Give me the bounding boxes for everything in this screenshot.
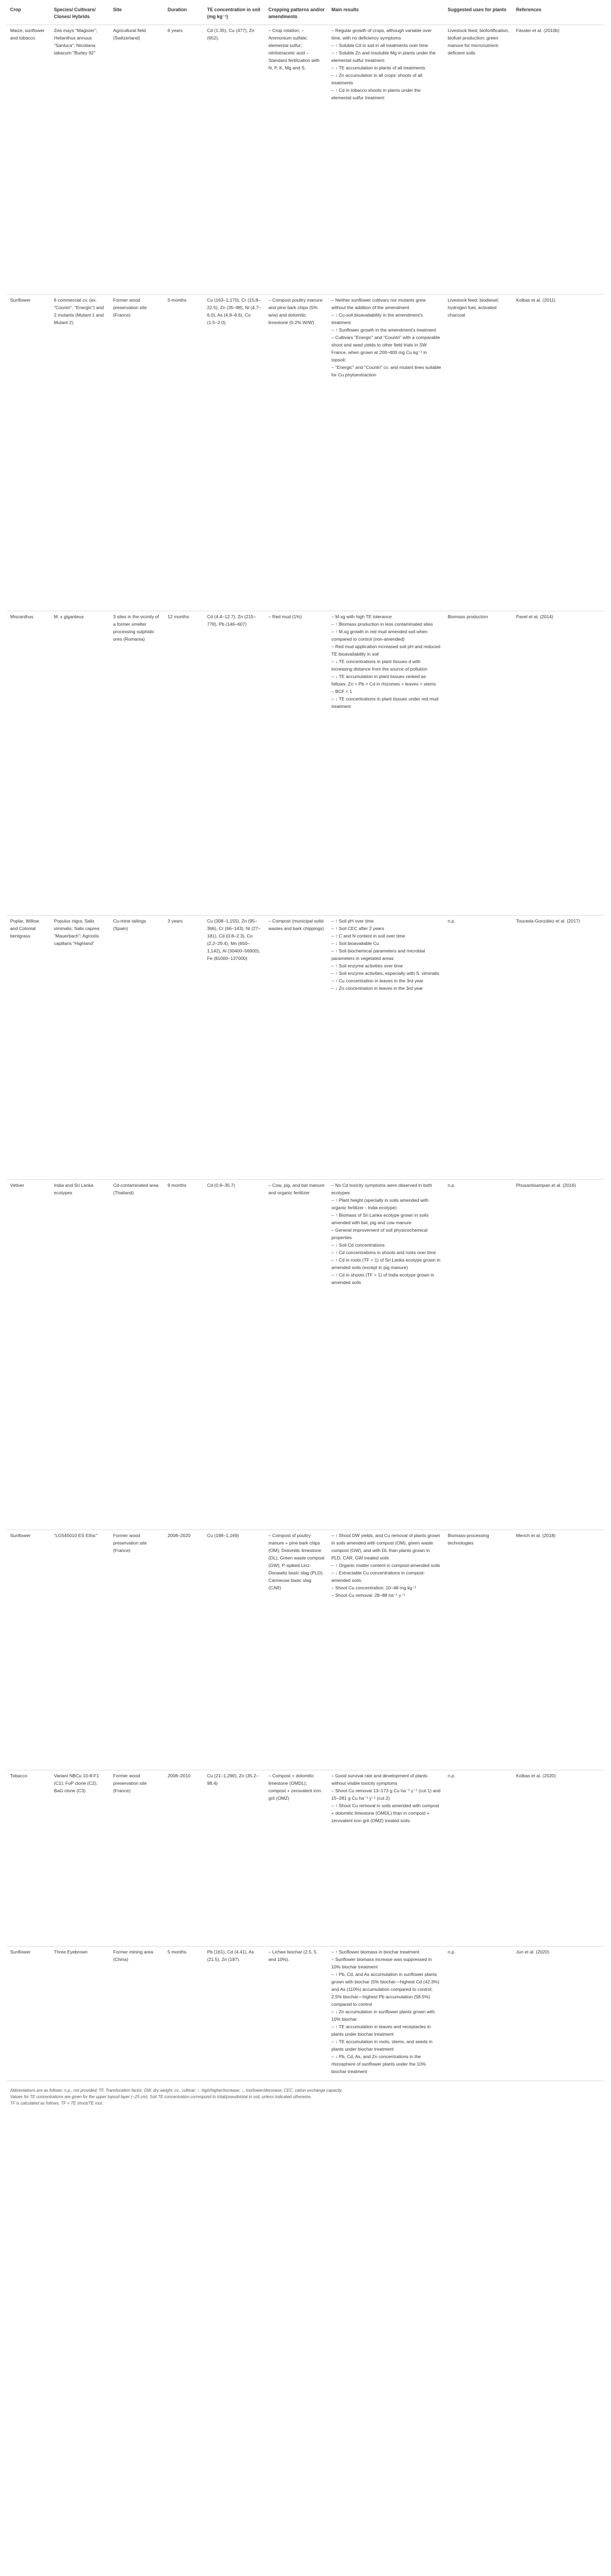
cell-species: Variant NBCu 10-8-F1 (C1); FoP clone (C2); BaG clone (C3) <box>51 1770 110 1947</box>
cell-species: Zea mays "Magister"; Helianthus annuus "Sanluca"; Nicotiana tabacum "Burley 92" <box>51 25 110 295</box>
result-item: – Neither sunflower cultivars nor mutants grew without the addition of the amendment <box>331 297 426 310</box>
result-item: – ↓ TE accumulation in plants of all treatments <box>331 65 425 70</box>
result-item: – ↑ TE accumulation in leaves and receptacles in plants under biochar treatment <box>331 2024 431 2037</box>
header-uses: Suggested uses for plants <box>445 5 513 25</box>
result-item: – ↑ Cd in tobacco shoots in plants under the elemental sulfur treatment <box>331 88 421 100</box>
cell-references: Pavel et al. (2014) <box>513 611 604 916</box>
result-item: – ↓ Zn accumulation in all crops' shoots of all treatments <box>331 73 423 85</box>
result-item: – ↓ Pb, Cd, As, and Zn concentrations in the rhizosphere of sunflower plants under the 10% biochar treatment <box>331 2054 426 2074</box>
results-table <box>7 5 604 2081</box>
result-item: – BCF < 1 <box>331 689 352 694</box>
header-te-concentration: TE concentration in soil (mg kg⁻¹) <box>204 5 265 25</box>
cell-duration: 3 years <box>164 916 204 1180</box>
cell-results <box>328 611 445 916</box>
table-row <box>7 1947 604 2081</box>
cell-te-concentration: Cd (1.35), Cu (477), Zn (652). <box>204 25 265 295</box>
result-item: – ↓ TE accumulation in roots, stems, and seeds in plants under biochar treatment <box>331 2039 433 2052</box>
table-row <box>7 1770 604 1947</box>
result-item: – Shoot Cu concentration: 10–48 mg kg⁻¹ <box>331 1585 416 1590</box>
cell-crop: Sunflower <box>7 1947 51 2081</box>
cell-references: Touceda-González et al. (2017) <box>513 916 604 1180</box>
result-item: – ↑ Cd concentrations in shoots and roots over time <box>331 1250 436 1255</box>
cell-site: Cu-mine tailings (Spain) <box>110 916 164 1180</box>
result-item: – ↑ Soluble Zn and insoluble Mg in plants under the elemental sulfur treatment <box>331 50 436 63</box>
header-species: Species/ Cultivars/ Clones/ Hybrids <box>51 5 110 25</box>
cell-results <box>328 295 445 611</box>
result-item: – ↑ Soil pH over time <box>331 918 374 924</box>
result-item: – ↑ Soil CEC after 2 years <box>331 926 384 931</box>
cell-site: 3 sites in the vicinity of a former smelter processing sulphidic ores (Romania) <box>110 611 164 916</box>
table-row <box>7 1180 604 1530</box>
cell-crop: Tobacco <box>7 1770 51 1947</box>
cell-te-concentration: Cd (4.4–12.7), Zn (215–778), Pb (146–607) <box>204 611 265 916</box>
result-item: – M.xg with high TE tolerance <box>331 614 392 619</box>
cell-results <box>328 1530 445 1770</box>
result-item: – ↑ M.xg growth in red mud amended soil when compared to control (non-amended) <box>331 629 428 642</box>
cell-duration: 5 months <box>164 1947 204 2081</box>
result-item: – ↓ TE concentrations in plant tissues under red mud treatment <box>331 696 439 709</box>
cell-results <box>328 1770 445 1947</box>
result-item: – No Cd toxicity symptoms were observed in both ecotypes <box>331 1183 432 1195</box>
result-item: – ↑ Organic matter content in compost-amended soils <box>331 1563 440 1568</box>
cell-references: Mench et al. (2018) <box>513 1530 604 1770</box>
result-item: – Good survival rate and development of plants without visible toxicity symptoms <box>331 1773 428 1786</box>
result-item: – ↑ Cd in shoots (TF > 1) of India ecotype grown in amended soils <box>331 1272 434 1285</box>
cell-species: "LG545010 ES Ethic" <box>51 1530 110 1770</box>
result-item: – "Energic" and "Countri" cv. and mutant lines suitable for Cu phytoextraction <box>331 365 441 377</box>
cell-te-concentration: Pb (161), Cd (4.41), As (21.5), Zn (187). <box>204 1947 265 2081</box>
result-item: – ↓ Soil bioavailable Cu <box>331 941 379 946</box>
cell-cropping: – Compost + dolomitic limestone (OMDL); compost + zerovalent iron grit (OMZ) <box>265 1770 328 1947</box>
cell-species: Three Eyebrown <box>51 1947 110 2081</box>
result-item: – ↓ Zn concentration in leaves in the 3rd year <box>331 986 423 991</box>
header-site: Site <box>110 5 164 25</box>
table-row <box>7 916 604 1180</box>
result-item: – ↑ Cu concentration in leaves in the 3rd year <box>331 978 424 983</box>
result-item: – ↑ Shoot DW yields, and Cu removal of plants grown in soils amended with compost (OM), green waste compost (GW), and with DL than plants grown in PLD, CAR, GW treated soils <box>331 1533 440 1561</box>
cell-duration: 2008–2020 <box>164 1530 204 1770</box>
cell-uses: n.p. <box>445 1770 513 1947</box>
cell-crop: Sunflower <box>7 1530 51 1770</box>
table-body <box>7 25 604 2081</box>
result-item: – ↑ Biomass production in less contaminated sites <box>331 621 433 627</box>
cell-crop: Maize, sunflower and tobacco <box>7 25 51 295</box>
footnote-tf: TF is calculated as follows: TF = TE shoot/TE root. <box>10 2101 104 2106</box>
result-item: – ↑ Plant height (specially in soils amended with organic fertilizer - India ecotype) <box>331 1198 429 1210</box>
cell-te-concentration: Cu (21–1,290), Zn (35.2–98.4) <box>204 1770 265 1947</box>
table-footnotes <box>7 2087 604 2107</box>
cell-duration: 12 months <box>164 611 204 916</box>
result-item: – ↑ Shoot Cu removal in soils amended with compost + dolomitic limestone (OMDL) than in compost + zerovalent iron grit (OMZ) treated soils. <box>331 1803 440 1823</box>
result-item: – Cultivars "Energic" and "Countri" with a comparable shoot and seed yields to other field trials in SW France, when grown at 200–400 mg Cu kg⁻¹ in topsoil; <box>331 335 440 363</box>
header-results: Main results <box>328 5 445 25</box>
cell-site: Agricultural field (Switzerland) <box>110 25 164 295</box>
cell-uses: Biomass-processing technologies <box>445 1530 513 1770</box>
cell-results <box>328 25 445 295</box>
table-row <box>7 1530 604 1770</box>
cell-references: Kolbas et al. (2020) <box>513 1770 604 1947</box>
result-item: – Sunflower biomass increase was suppressed in 10% biochar treatment <box>331 1957 432 1970</box>
header-references: References <box>513 5 604 25</box>
cell-site: Cd-contaminated area (Thailand) <box>110 1180 164 1530</box>
cell-references: Phusantisampan et al. (2016) <box>513 1180 604 1530</box>
result-item: – ↑ Biomass of Sri Lanka ecotype grown in soils amended with bat, pig and cow manure <box>331 1212 429 1225</box>
cell-duration: 6 years <box>164 25 204 295</box>
cell-uses: n.p. <box>445 916 513 1180</box>
cell-cropping: – Red mud (1%) <box>265 611 328 916</box>
result-item: – ↑ Sunflower biomass in biochar treatment <box>331 1949 419 1955</box>
footnote-abbreviations: Abbreviations are as follows: n.p., not provided; TF, Translocation factor; DW, dry weight; cv., cultivar; ↑, high/higher/increase; ↓, low/lower/decrease; CEC, cation exchange capacity. <box>10 2088 343 2093</box>
result-item: – ↓ Cu-soil bioavailability in the amendment's treatment <box>331 312 423 325</box>
cell-species: India and Sri Lanka ecotypes <box>51 1180 110 1530</box>
result-item: – Red mud application increased soil pH and reduced TE bioavailability in soil <box>331 644 440 657</box>
cell-crop: Poplar, Willow and Colonial bentgrass <box>7 916 51 1180</box>
result-item: – ↓ Extractable Cu concentrations in compost-amended soils. <box>331 1570 425 1583</box>
table-row <box>7 25 604 295</box>
cell-te-concentration: Cu (163–1,170), Cr (15.8–22.5), Zn (35–98), Ni (4.7–6.0), As (4.9–8.6), Co (1.5–2.0). <box>204 295 265 611</box>
cell-cropping: – Lichee biochar (2.5, 5, and 10%). <box>265 1947 328 2081</box>
result-item: – ↑ Soil enzyme activities, especially with S. viminalis <box>331 971 440 976</box>
result-item: – ↓ Zn accumulation in sunflower plants grown with 10% biochar <box>331 2009 435 2022</box>
header-crop: Crop <box>7 5 51 25</box>
cell-te-concentration: Cd (0.9–35.7) <box>204 1180 265 1530</box>
cell-cropping: – Compost (municipal solid wastes and bark chippings) <box>265 916 328 1180</box>
result-item: – ↑ Cd in roots (TF < 1) of Sri Lanka ecotype grown in amended soils (except in pig manure) <box>331 1257 441 1270</box>
cell-cropping: – Compost poultry manure and pine bark chips (5% w/w) and dolomitic limestone (0.2% W/W) <box>265 295 328 611</box>
cell-crop: Sunflower <box>7 295 51 611</box>
result-item: – ↑ C and N content in soil over time <box>331 933 406 939</box>
result-item: – ↑ Sunflower growth in the amendment's treatment <box>331 327 437 333</box>
result-item: – ↑ Soil enzyme activities over time <box>331 963 403 968</box>
cell-uses: Livestock feed; biofortification, biofuel production; green manure for micronutrient-deficient soils <box>445 25 513 295</box>
cell-te-concentration: Cu (308–1,155), Zn (95–366), Cr (66–143), Ni (27–181), Cd (0.8–2.3), Co (2.2–29.4), Mn (650–1,142), Al (30400–56900), Fe (81000–137000) <box>204 916 265 1180</box>
table-header-row <box>7 5 604 25</box>
result-item: – ↑ Pb, Cd, and As accumulation in sunflower plants grown with biochar (5% biochar—highest Cd (42.3%) and As (110%) accumulation compared to control; 2.5% biochar—highest Pb accumulation (58.5%) compared to control <box>331 1972 440 2007</box>
cell-site: Former wood preservation site (France) <box>110 295 164 611</box>
cell-species: M. x giganteus <box>51 611 110 916</box>
footnote-values: Values for TE concentrations are given for the upper topsoil layer (~25 cm). Soil TE concentration correspond to total/pseudototal in soil, unless indicated otherwise. <box>10 2094 312 2099</box>
cell-duration: 9 months <box>164 1180 204 1530</box>
cell-site: Former wood preservation site (France) <box>110 1530 164 1770</box>
cell-results <box>328 916 445 1180</box>
result-item: – ↑ Soluble Cd in soil in all treatments over time <box>331 43 429 48</box>
result-item: – ↑ Soil biochemical parameters and microbial parameters in vegetated areas <box>331 948 425 961</box>
cell-cropping: – Cow, pig, and bat manure and organic fertilizer <box>265 1180 328 1530</box>
cell-site: Former wood preservation site (France) <box>110 1770 164 1947</box>
result-item: – General improvement of soil physicochemical properties <box>331 1227 428 1240</box>
result-item: – Shoot Cu removal 13–173 g Cu ha⁻¹ y⁻¹ (cut 1) and 15–281 g Cu ha⁻¹ y⁻¹ (cut 2) <box>331 1788 441 1801</box>
result-item: – ↓ Soil Cd concentrations <box>331 1242 385 1248</box>
cell-crop: Vetiver <box>7 1180 51 1530</box>
result-item: – Regular growth of crops, although variable over time, with no deficiency symptoms <box>331 28 432 41</box>
cell-duration: 5 months <box>164 295 204 611</box>
cell-duration: 2008–2010 <box>164 1770 204 1947</box>
table-row <box>7 611 604 916</box>
cell-site: Former mining area (China) <box>110 1947 164 2081</box>
cell-references: Fässler et al. (2010b) <box>513 25 604 295</box>
cell-crop: Miscanthus <box>7 611 51 916</box>
cell-references: Kolbas et al. (2011) <box>513 295 604 611</box>
cell-te-concentration: Cu (198–1,169) <box>204 1530 265 1770</box>
result-item: – ↓ TE concentrations in plant tissues d with increasing distance from the source of pollution <box>331 659 427 672</box>
header-duration: Duration <box>164 5 204 25</box>
table-row <box>7 295 604 611</box>
cell-uses: n.p. <box>445 1947 513 2081</box>
cell-uses: Livestock feed; biodiesel; hydrogen fuel, activated charcoal <box>445 295 513 611</box>
cell-uses: n.p. <box>445 1180 513 1530</box>
cell-results <box>328 1947 445 2081</box>
cell-species: 6 commercial cv. (ex. "Countri", "Energic") and 2 mutants (Mutant 1 and Mutant 2) <box>51 295 110 611</box>
header-cropping: Cropping patterns and/or amendments <box>265 5 328 25</box>
cell-cropping: – Compost of poultry manure + pine bark chips (OM); Dolomitic limestone (DL); Green waste compost (GW); P-spiked Linz-Donawitz basic slag (PLD); Carmeuse basic slag (CAR) <box>265 1530 328 1770</box>
cell-results <box>328 1180 445 1530</box>
result-item: – Shoot Cu removal: 28–88 ha⁻¹ y⁻¹ <box>331 1593 406 1598</box>
result-item: – ↓ TE accumulation in plant tissues ranked as follows: Zn > Pb > Cd in rhizomes > leaves > stems <box>331 674 436 687</box>
cell-uses: Biomass production <box>445 611 513 916</box>
cell-cropping: – Crop rotation; – Ammonium sulfate; elemental sulfur; nitrilotriacetic acid – Standard fertilization with N, P, K, Mg and S. <box>265 25 328 295</box>
cell-species: Populus nigra; Salix viminalis; Salix caprea "Mauerbach"; Agrostis capillaris "Highland" <box>51 916 110 1180</box>
cell-references: Jun et al. (2020) <box>513 1947 604 2081</box>
